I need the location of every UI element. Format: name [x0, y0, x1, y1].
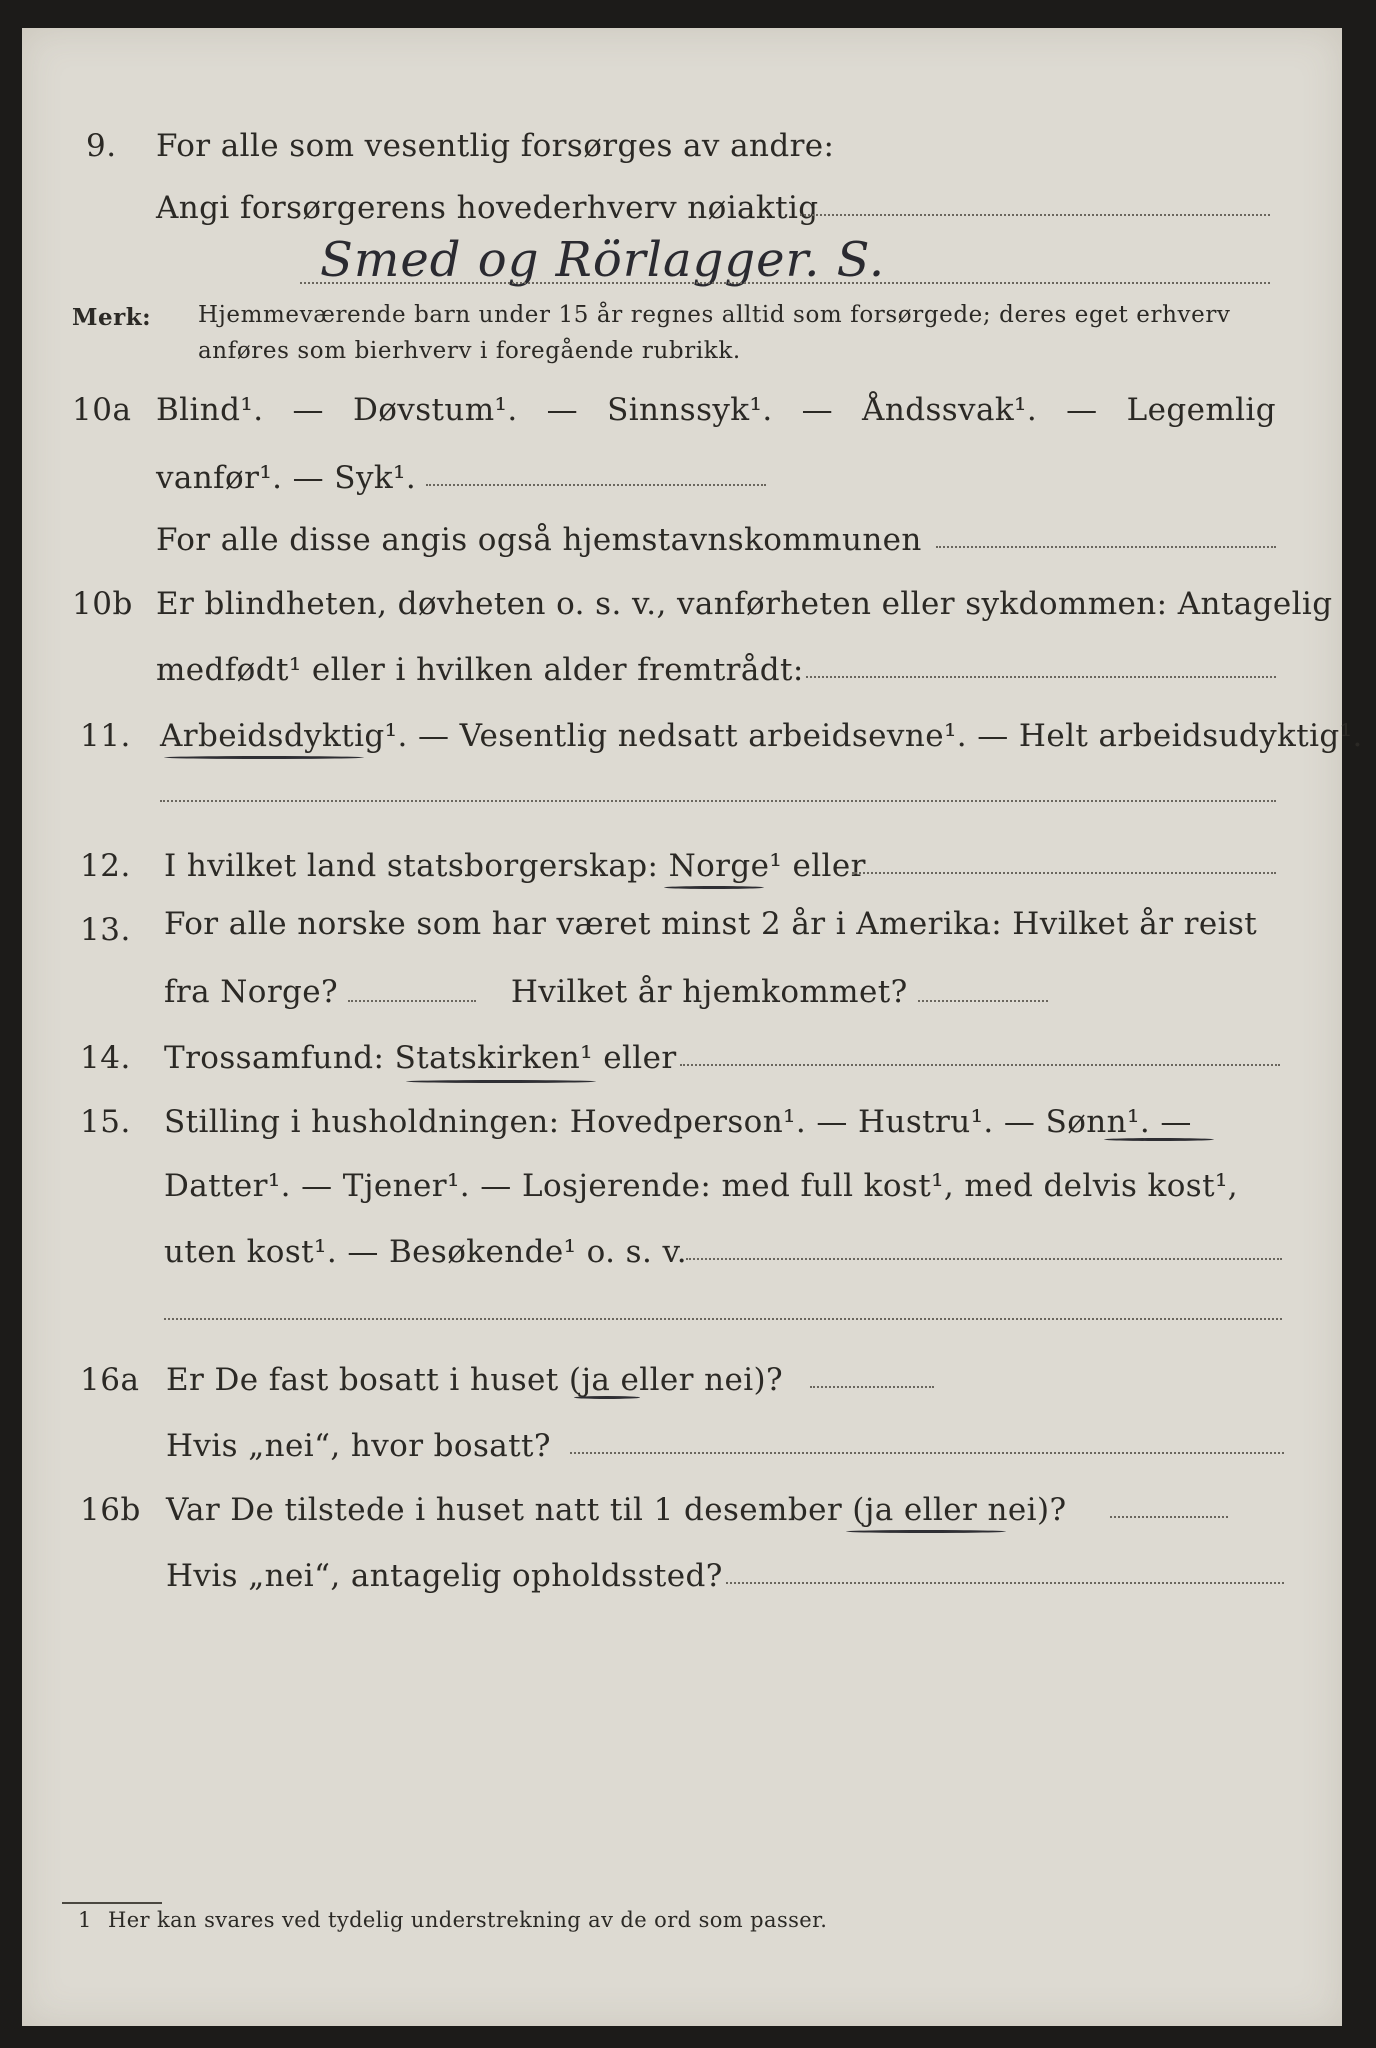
q13-number: 13.	[80, 912, 131, 948]
footnote-rule	[62, 1902, 162, 1904]
separator: —	[801, 392, 834, 428]
q14-line1: Trossamfund: Statskirken¹ eller	[164, 1040, 677, 1076]
q16a-line1: Er De fast bosatt i huset (ja eller nei)?	[166, 1362, 784, 1398]
q16a-handwritten-underline	[574, 1396, 640, 1399]
q15-second-dotted-field	[164, 1318, 1282, 1320]
separator: —	[1066, 392, 1098, 428]
merk-line2: anføres som bierhverv i foregående rubrikk.	[198, 338, 741, 364]
option-legemlig: Legemlig	[1126, 392, 1276, 428]
q10a-line3: For alle disse angis også hjemstavnskommunen	[156, 522, 922, 558]
q10b-line2: medfødt¹ eller i hvilken alder fremtrådt:	[156, 652, 804, 688]
q13-reist-label: fra Norge?	[164, 974, 339, 1010]
q10b-line1: Er blindheten, døvheten o. s. v., vanførheten eller sykdommen: Antagelig	[156, 586, 1333, 622]
q16b-dotted-field	[1110, 1516, 1228, 1518]
q15-line1: Stilling i husholdningen: Hovedperson¹. — Hustru¹. — Sønn¹. —	[164, 1104, 1192, 1140]
q16a-number: 16a	[80, 1362, 140, 1398]
q16a-line2: Hvis „nei“, hvor bosatt?	[166, 1428, 551, 1464]
option-blind: Blind¹.	[156, 392, 264, 428]
merk-label: Merk:	[72, 304, 152, 331]
q16a-bosatt-dotted-field	[570, 1452, 1284, 1454]
q9-number: 9.	[86, 128, 117, 164]
q10b-number: 10b	[72, 586, 133, 622]
q9-dotted-field	[800, 214, 1270, 216]
q10a-line2: vanfør¹. — Syk¹.	[156, 460, 417, 496]
option-dovstum: Døvstum¹.	[352, 392, 518, 428]
q16a-dotted-field	[810, 1386, 934, 1388]
footnote-marker: 1	[78, 1908, 92, 1932]
q15-number: 15.	[80, 1104, 131, 1140]
q9-line1: For alle som vesentlig forsørges av andre:	[156, 128, 835, 164]
q9-line2: Angi forsørgerens hovederhverv nøiaktig	[156, 190, 819, 226]
q13-line2	[164, 974, 1048, 1010]
q15-line3: uten kost¹. — Besøkende¹ o. s. v.	[164, 1234, 687, 1270]
q9-answer-dotted-field	[300, 282, 1270, 284]
q11-dotted-field	[160, 800, 1276, 802]
q12-number: 12.	[80, 848, 131, 884]
q10a-syk-dotted-field	[426, 484, 766, 486]
footnote-text: Her kan svares ved tydelig understrekning av de ord som passer.	[108, 1908, 828, 1932]
q14-number: 14.	[80, 1040, 131, 1076]
q13-line1: For alle norske som har været minst 2 år i Amerika: Hvilket år reist	[164, 906, 1258, 942]
option-andssvak: Åndssvak¹.	[862, 392, 1038, 428]
q12-line1: I hvilket land statsborgerskap: Norge¹ eller	[164, 848, 866, 884]
q10a-hjemstavn-dotted-field	[936, 546, 1276, 548]
q14-handwritten-underline	[406, 1080, 596, 1083]
q10a-number: 10a	[72, 392, 132, 428]
q10a-line1	[156, 392, 1276, 428]
q11-handwritten-underline	[164, 756, 364, 759]
q13-hjemkommet-dotted-field	[918, 999, 1048, 1002]
q14-dotted-field	[680, 1064, 1280, 1066]
q12-handwritten-underline	[664, 886, 764, 889]
q16b-handwritten-underline	[846, 1530, 1006, 1533]
footnote	[78, 1908, 828, 1932]
separator: —	[546, 392, 579, 428]
q15-dotted-field	[686, 1258, 1282, 1260]
q13-reist-dotted-field	[348, 999, 476, 1002]
q15-line2: Datter¹. — Tjener¹. — Losjerende: med full kost¹, med delvis kost¹,	[164, 1168, 1239, 1204]
q13-hjemkommet-label: Hvilket år hjemkommet?	[510, 974, 908, 1010]
option-sinnssyk: Sinnssyk¹.	[607, 392, 773, 428]
separator: —	[292, 392, 324, 428]
q11-number: 11.	[80, 718, 131, 754]
q11-line1: Arbeidsdyktig¹. — Vesentlig nedsatt arbeidsevne¹. — Helt arbeidsudyktig¹.	[160, 718, 1363, 754]
q12-dotted-field	[852, 872, 1276, 874]
q9-handwritten-answer: Smed og Rörlagger. S.	[320, 232, 886, 288]
merk-line1: Hjemmeværende barn under 15 år regnes alltid som forsørgede; deres eget erhverv	[198, 302, 1231, 328]
q16b-opholdssted-dotted-field	[726, 1582, 1284, 1584]
q16b-line2: Hvis „nei“, antagelig opholdssted?	[166, 1558, 723, 1594]
q15-handwritten-underline	[1104, 1138, 1214, 1141]
q10b-dotted-field	[806, 676, 1276, 678]
q16b-line1: Var De tilstede i huset natt til 1 desember (ja eller nei)?	[166, 1492, 1067, 1528]
q16b-number: 16b	[80, 1492, 141, 1528]
